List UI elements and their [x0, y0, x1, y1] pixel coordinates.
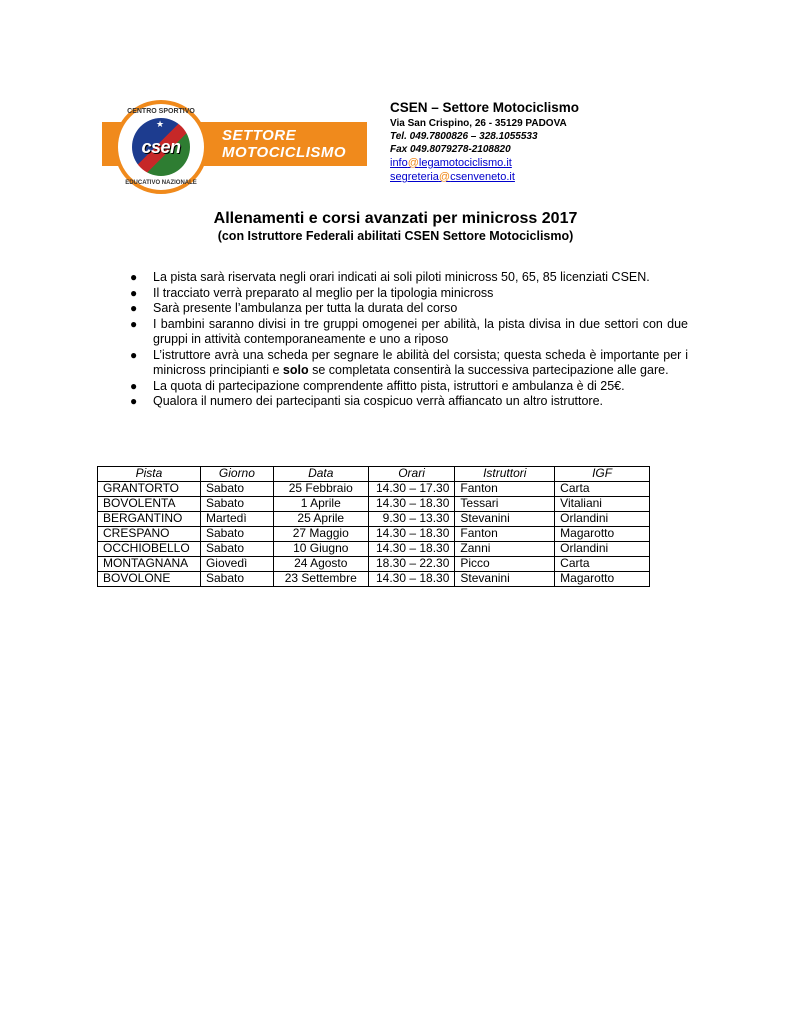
logo-ring-text-bottom: EDUCATIVO NAZIONALE [125, 180, 197, 186]
info-bullet-list [130, 270, 688, 410]
col-header-giorno: Giorno [200, 467, 273, 482]
list-item: ● La quota di partecipazione comprendente affitto pista, istruttori e ambulanza è di 25€. [130, 379, 688, 395]
org-contact-block [390, 101, 579, 184]
col-header-igf: IGF [555, 467, 650, 482]
table-row: BOVOLENTA Sabato 1 Aprile 14.30 – 18.30 Tessari Vitaliani [98, 497, 650, 512]
table-header-row [98, 467, 650, 482]
list-item: ● Sarà presente l’ambulanza per tutta la durata del corso [130, 301, 688, 317]
list-item: ● Il tracciato verrà preparato al meglio per la tipologia minicross [130, 286, 688, 302]
col-header-istruttori: Istruttori [455, 467, 555, 482]
col-header-orari: Orari [368, 467, 455, 482]
list-item: ● Qualora il numero dei partecipanti sia cospicuo verrà affiancato un altro istruttore. [130, 394, 688, 410]
table-row: BOVOLONE Sabato 23 Settembre 14.30 – 18.30 Stevanini Magarotto [98, 572, 650, 587]
logo-ring-text-top: CENTRO SPORTIVO [127, 108, 195, 115]
email-link-info[interactable]: info@legamotociclismo.it [390, 157, 512, 169]
email-link-segreteria[interactable]: segreteria@csenveneto.it [390, 171, 515, 183]
table-row: MONTAGNANA Giovedì 24 Agosto 18.30 – 22.30 Picco Carta [98, 557, 650, 572]
org-tel: Tel. 049.7800826 – 328.1055533 [390, 131, 538, 142]
table-row: GRANTORTO Sabato 25 Febbraio 14.30 – 17.30 Fanton Carta [98, 482, 650, 497]
table-row: BERGANTINO Martedì 25 Aprile 9.30 – 13.30 Stevanini Orlandini [98, 512, 650, 527]
star-icon: ★ [156, 119, 165, 129]
page-subtitle: (con Istruttore Federali abilitati CSEN Settore Motociclismo) [217, 229, 574, 243]
logo-title: SETTORE MOTOCICLISMO [222, 127, 347, 161]
table-row: CRESPANO Sabato 27 Maggio 14.30 – 18.30 Fanton Magarotto [98, 527, 650, 542]
logo-core-text: csen [141, 136, 181, 157]
list-item: ● L’istruttore avrà una scheda per segnare le abilità del corsista; questa scheda è importante per i minicross principianti e solo se completata consentirà la successiva partecipazione alle gare. [130, 348, 688, 379]
col-header-data: Data [273, 467, 368, 482]
page-title: Allenamenti e corsi avanzati per minicross 2017 [213, 210, 578, 227]
org-name: CSEN – Settore Motociclismo [390, 100, 580, 115]
logo-emblem [114, 100, 208, 194]
table-row: OCCHIOBELLO Sabato 10 Giugno 14.30 – 18.30 Zanni Orlandini [98, 542, 650, 557]
schedule-table [97, 466, 650, 587]
list-item: ● I bambini saranno divisi in tre gruppi omogenei per abilità, la pista divisa in due settori con due gruppi in attività contemporaneamente e uno a riposo [130, 317, 688, 348]
org-fax: Fax 049.8079278-2108820 [390, 144, 511, 155]
csen-logo [102, 100, 367, 196]
col-header-pista: Pista [98, 467, 201, 482]
org-address: Via San Crispino, 26 - 35129 PADOVA [390, 118, 567, 129]
list-item: ● La pista sarà riservata negli orari indicati ai soli piloti minicross 50, 65, 85 licenziati CSEN. [130, 270, 688, 286]
